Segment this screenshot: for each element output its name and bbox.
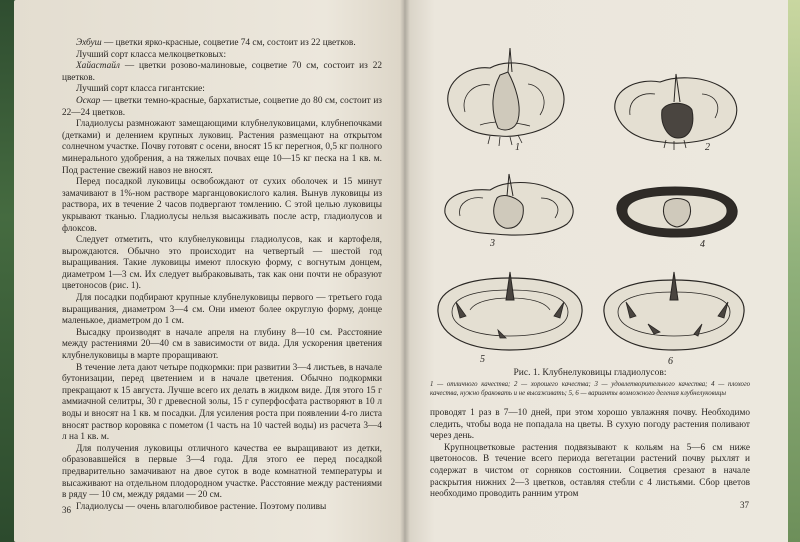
cultivar-description xyxy=(62,61,382,84)
bulb-figure-1 xyxy=(430,40,580,150)
paragraph: Гладиолусы размножают замещающими клубнелуковицами, клубнепочками (детками) и делением крупных луковиц. Растения размещают на открытом солнечном участке. Почву готовят с осени, вносят 15 кг перегноя, 0,5 кг полного минерального удобрения, а на тяжелых почвах еще 10—15 кг песка на 1 кв. м. Под растение свежий навоз не вносят. xyxy=(62,119,382,176)
right-page-text xyxy=(430,408,750,501)
paragraph: Для получения луковицы отличного качества ее выращивают из детки, образовавшейся в первые 3—4 года. Для этого ее перед посадкой предварительно замачивают на двое суток в воде комнатной температуры и высаживают на отдельном плодородном участке. Расстояние между растениями в ряду — 10 см, между рядами — 20 см. xyxy=(62,443,382,501)
cultivar-text: — цветки темно-красные, бархатистые, соцветие до 80 см, состоит из 22—24 цветков. xyxy=(62,95,382,118)
paragraph: Для посадки подбирают крупные клубнелуковицы первого — третьего года выращивания, диаметром 3—4 см. Они имеют более округлую форму, донце маленькое, диаметром до 1 см. xyxy=(62,293,382,327)
caption-title: Рис. 1. Клубнелуковицы гладиолусов: xyxy=(513,368,667,378)
paragraph: Лучший сорт класса гигантские: xyxy=(76,84,205,95)
bulb-figure-6 xyxy=(598,252,750,367)
cultivar-name: Эхбуш xyxy=(76,38,102,48)
bulb-figures xyxy=(430,40,750,370)
caption-legend: 1 — отличного качества; 2 — хорошего качества; 3 — удовлетворительного качества; 4 — плохого качества, нужно браковать и не высаживать; 5, 6 — варианты возможного деления клубнелуковицы xyxy=(430,381,750,397)
paragraph: проводят 1 раз в 7—10 дней, при этом хорошо увлажняя почву. Необходимо следить, чтобы вода не попадала на цветы. В сухую погоду растения поливают через день. xyxy=(430,408,750,442)
cultivar-description xyxy=(62,96,382,119)
bulb-figure-5 xyxy=(430,250,590,365)
figure-label-1: 1 xyxy=(515,142,520,150)
cultivar-name: Оскар xyxy=(76,95,101,106)
paragraph: Крупноцветковые растения подвязывают к кольям на 5—6 см ниже цветоносов. В течение всего периода вегетации растений почву рыхлят и содержат в чистом от сорняков состоянии. Соцветия срезают в начале раскрытия нижних 2—3 цветков, оставляя стебли с 4 листьями. Сбор цветов необходимо проводить ранним утром xyxy=(430,442,750,500)
bulb-figure-2 xyxy=(600,50,750,160)
figure-label-5: 5 xyxy=(480,354,485,365)
paragraph: Высадку производят в начале апреля на глубину 8—10 см. Расстояние между растениями 20—40 см в зависимости от вида. Для ускорения цветения клубнелуковицы в марте проращивают. xyxy=(62,327,382,362)
cultivar-text: — цветки розово-малиновые, соцветие 70 см, состоит из 22 цветков. xyxy=(62,61,382,83)
figure-label-6: 6 xyxy=(668,356,673,367)
paragraph: Гладиолусы — очень влаголюбивое растение. Поэтому поливы xyxy=(76,501,327,512)
left-page-number: 36 xyxy=(62,505,71,515)
bulb-figure-4 xyxy=(605,165,750,250)
cultivar-name: Хайастайл xyxy=(76,61,120,72)
book-spine xyxy=(400,0,410,542)
paragraph: Следует отметить, что клубнелуковицы гладиолусов, как и картофеля, вырождаются. Обычно это происходит на четвертый — шестой год выращивания. Такие луковицы имеют плоскую форму, с вогнутым донцем, диаметром 1—3 см. Их следует выбраковывать, так как они почти не образуют цветоносов (рис. 1). xyxy=(62,235,382,292)
bulb-figure-3 xyxy=(435,158,585,248)
cultivar-description xyxy=(62,38,382,50)
paragraph: Перед посадкой луковицы освобождают от сухих оболочек и 15 минут замачивают в 1%-ном растворе марганцовокислого калия. Вынув луковицы из раствора, их в течение 2 часов подвергают томлению. С этой целью луковицы укрывают тканью. Гладиолусы нельзя высаживать после астр, гладиолусов и флоксов. xyxy=(62,177,382,234)
figure-label-4: 4 xyxy=(700,239,705,250)
right-page-number: 37 xyxy=(740,500,749,510)
left-page-text xyxy=(62,38,382,513)
paragraph: В течение лета дают четыре подкормки: при развитии 3—4 листьев, в начале бутонизации, перед цветением и в начале цветения. Обычно подкормки прекращают к 15 августа. Лучше всего их делать в жидком виде. Для этого 15 г аммиачной селитры, 30 г древесной золы, 15 г суперфосфата растворяют в 10 л воды и вносят на 1 кв. м посадки. Для усиления роста при появлении 4-го листа вносят раствор коровяка с пометом (1 часть на 10 частей воды) из расчета 3—4 л на 1 кв. м. xyxy=(62,362,382,443)
figure-caption xyxy=(430,368,750,398)
figure-label-3: 3 xyxy=(490,238,495,248)
paragraph: Лучший сорт класса мелкоцветковых: xyxy=(76,49,227,60)
cultivar-text: — цветки ярко-красные, соцветие 74 см, состоит из 22 цветков. xyxy=(101,38,356,48)
figure-label-2: 2 xyxy=(705,142,710,153)
